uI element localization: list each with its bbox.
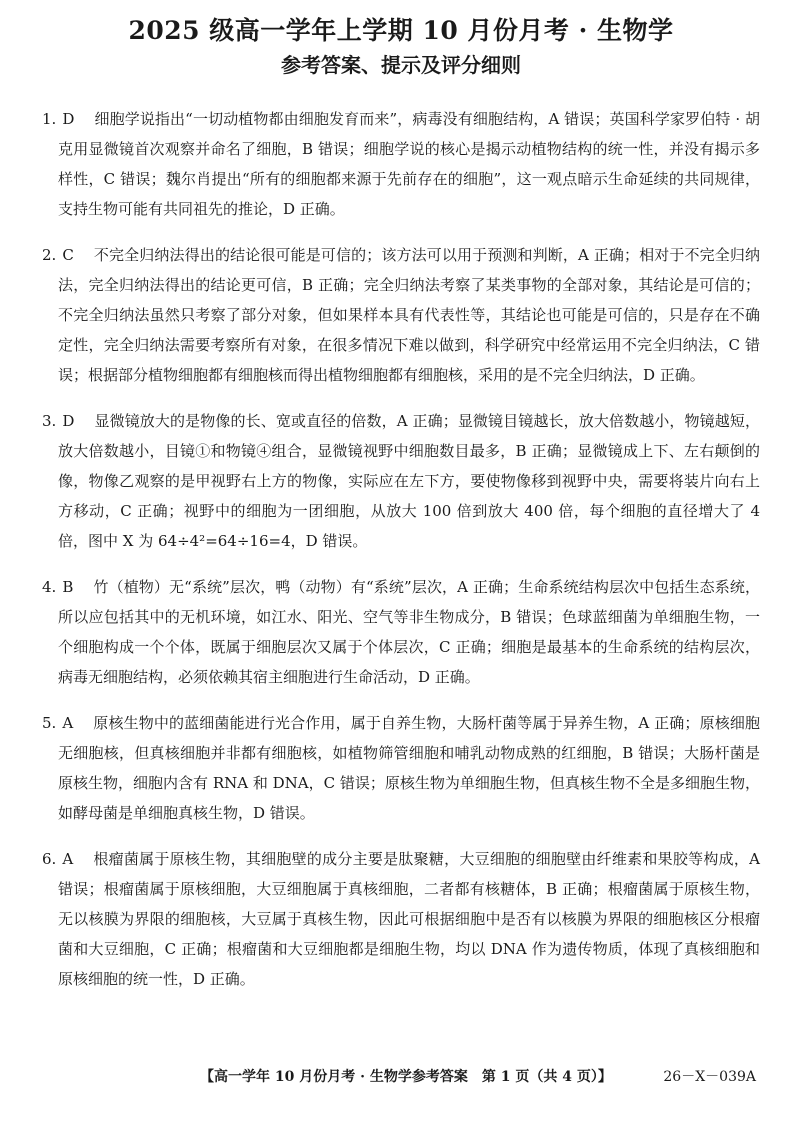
explanation-text: 根瘤菌属于原核生物，其细胞壁的成分主要是肽聚糖，大豆细胞的细胞壁由纤维素和果胶等构成，A 错误；根瘤菌属于原核细胞，大豆细胞属于真核细胞，二者都有核糖体，B 正确；根瘤菌属于原核生物，无以核膜为界限的细胞核，大豆属于真核生物，因此可根据细胞中是否有以核膜为界限的细胞核区分根瘤菌和大豆细胞，C 正确；根瘤菌和大豆细胞都是细胞生物，均以 DNA 作为遗传物质，体现了真核细胞和原核细胞的统一性，D 正确。 <box>58 850 760 988</box>
question-number: 4. <box>42 578 57 596</box>
answer-item-1 <box>42 104 760 224</box>
page-title: 2025 级高一学年上学期 10 月份月考 · 生物学 <box>128 16 674 45</box>
answer-choice: B <box>62 578 74 596</box>
explanation-text: 竹（植物）无“系统”层次，鸭（动物）有“系统”层次，A 正确；生命系统结构层次中包括生态系统，所以应包括其中的无机环境，如江水、阳光、空气等非生物成分，B 错误；色球蓝细菌为单细胞生物，一个细胞构成一个个体，既属于细胞层次又属于个体层次，C 正确；细胞是最基本的生命系统的结构层次，病毒无细胞结构，必须依赖其宿主细胞进行生命活动，D 正确。 <box>58 578 760 686</box>
question-number: 2. <box>42 246 57 264</box>
answer-choice: C <box>62 246 74 264</box>
answer-list <box>42 104 760 994</box>
question-number: 5. <box>42 714 57 732</box>
explanation-text: 不完全归纳法得出的结论很可能是可信的；该方法可以用于预测和判断，A 正确；相对于不完全归纳法，完全归纳法得出的结论更可信，B 正确；完全归纳法考察了某类事物的全部对象，其结论是可信的；不完全归纳法虽然只考察了部分对象，但如果样本具有代表性等，其结论也可能是可信的，只是存在不确定性，完全归纳法需要考察所有对象，在很多情况下难以做到，科学研究中经常运用不完全归纳法，C 错误；根据部分植物细胞都有细胞核而得出植物细胞都有细胞核，采用的是不完全归纳法，D 正确。 <box>58 246 760 384</box>
explanation-text: 显微镜放大的是物像的长、宽或直径的倍数，A 正确；显微镜目镜越长，放大倍数越小，物镜越短，放大倍数越小，目镜①和物镜④组合，显微镜视野中细胞数目最多，B 正确；显微镜成上下、左右颠倒的像，物像乙观察的是甲视野右上方的物像，实际应在左下方，要使物像移到视野中央，需要将装片向右上方移动，C 正确；视野中的细胞为一团细胞，从放大 100 倍到放大 400 倍，每个细胞的直径增大了 4 倍，图中 X 为 64÷4²=64÷16=4，D 错误。 <box>58 412 760 550</box>
answer-item-6 <box>42 844 760 994</box>
explanation-text: 原核生物中的蓝细菌能进行光合作用，属于自养生物，大肠杆菌等属于异养生物，A 正确；原核细胞无细胞核，但真核细胞并非都有细胞核，如植物筛管细胞和哺乳动物成熟的红细胞，B 错误；大肠杆菌是原核生物，细胞内含有 RNA 和 DNA，C 错误；原核生物为单细胞生物，但真核生物不全是多细胞生物，如酵母菌是单细胞真核生物，D 错误。 <box>58 714 760 822</box>
answer-choice: D <box>62 412 75 430</box>
answer-choice: A <box>62 714 74 732</box>
answer-item-5 <box>42 708 760 828</box>
question-number: 6. <box>42 850 57 868</box>
answer-choice: A <box>62 850 74 868</box>
answer-item-4 <box>42 572 760 692</box>
answer-item-2 <box>42 240 760 390</box>
page-subtitle: 参考答案、提示及评分细则 <box>281 53 521 77</box>
footer-doc-code: 26－X－039A <box>663 1069 756 1085</box>
question-number: 3. <box>42 412 57 430</box>
explanation-text: 细胞学说指出“一切动植物都由细胞发育而来”，病毒没有细胞结构，A 错误；英国科学家罗伯特 · 胡克用显微镜首次观察并命名了细胞，B 错误；细胞学说的核心是揭示动植物结构的统一性，并没有揭示多样性，C 错误；魏尔肖提出“所有的细胞都来源于先前存在的细胞”，这一观点暗示生命延续的共同规律，支持生物可能有共同祖先的推论，D 正确。 <box>58 110 760 218</box>
footer-page-info: 【高一学年 10 月份月考 · 生物学参考答案 第 1 页（共 4 页）】 <box>200 1069 612 1085</box>
answer-choice: D <box>62 110 75 128</box>
answer-item-3 <box>42 406 760 556</box>
question-number: 1. <box>42 110 57 128</box>
